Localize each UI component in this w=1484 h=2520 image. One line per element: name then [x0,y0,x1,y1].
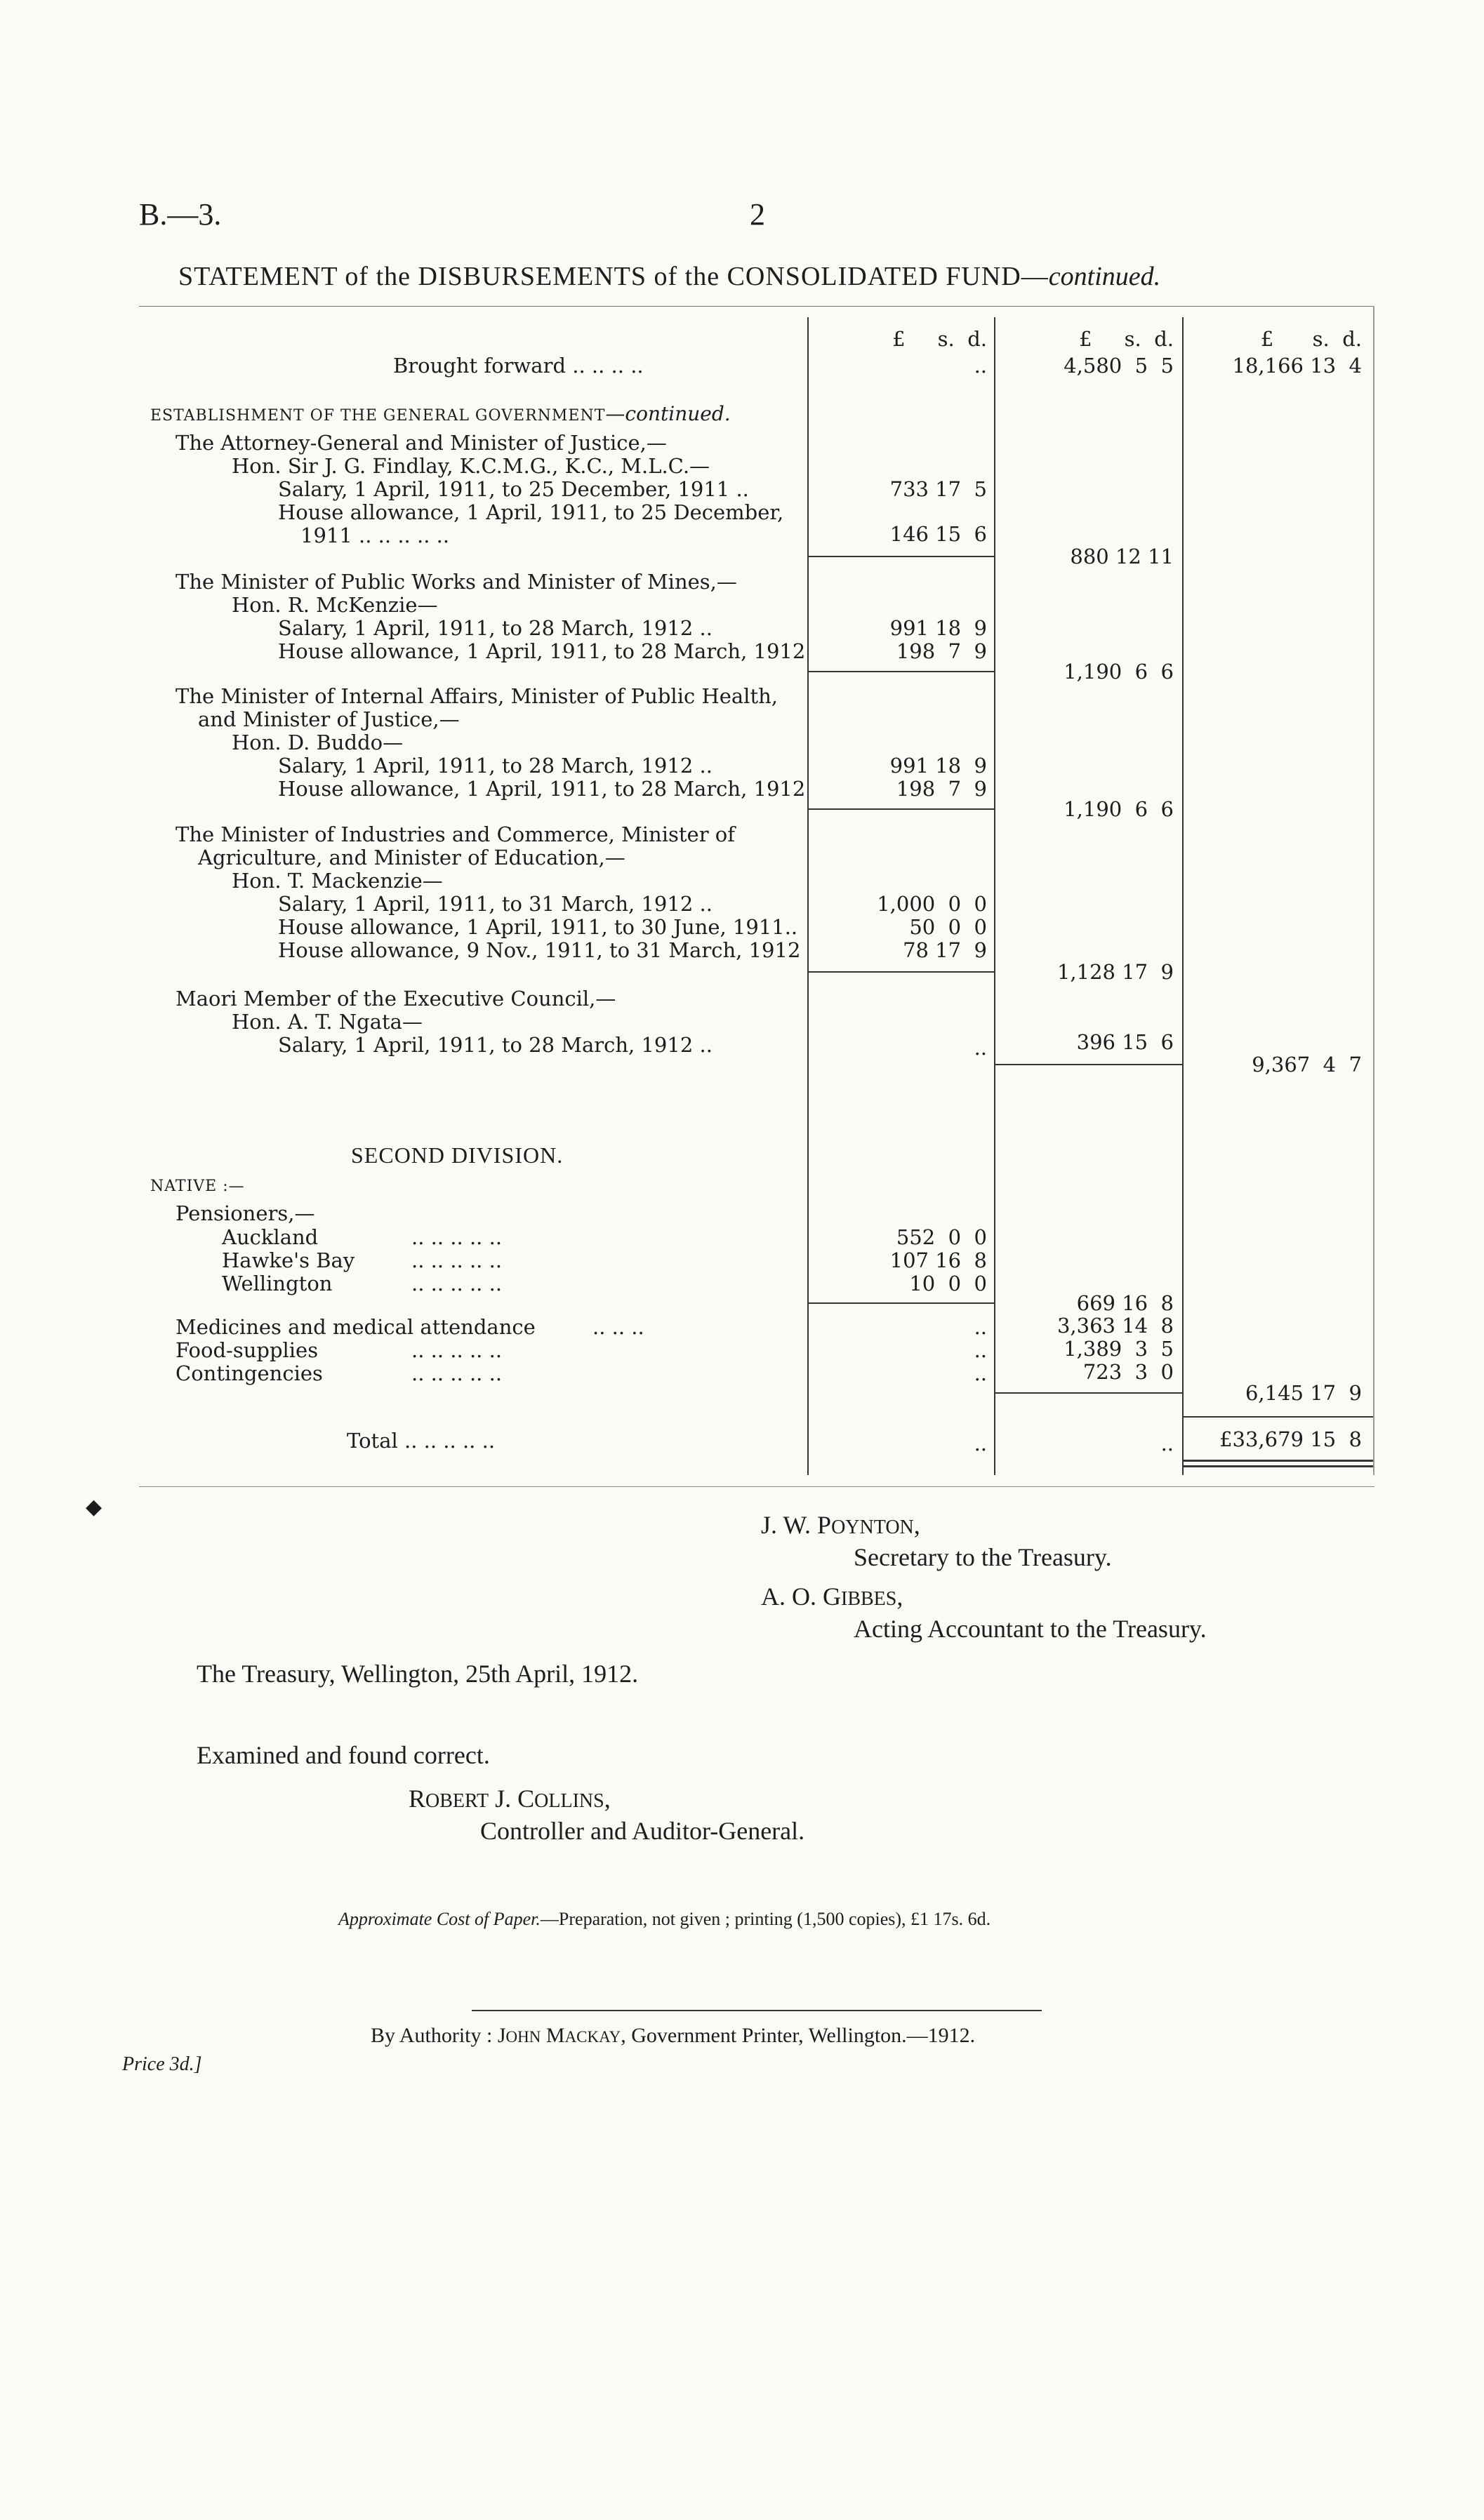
authority-rule [472,2010,1042,2011]
subtotal-rule [807,556,994,557]
minister-title-line: The Minister of Internal Affairs, Minister of Public Health, [175,684,779,708]
second-division-heading: SECOND DIVISION. [351,1142,564,1168]
minister-title-line: Agriculture, and Minister of Education,— [198,846,625,869]
minister-total: 1,190 6 6 [1064,797,1174,821]
subtotal-rule [807,808,994,810]
grand-total-top-rule [1182,1416,1373,1418]
section-one-total: 9,367 4 7 [1252,1053,1362,1076]
item-amount: 991 18 9 [889,754,987,778]
column-divider-right [1373,306,1374,1475]
auditor-name: ROBERT J. COLLINS, [409,1785,611,1813]
leader-dots: .. .. .. .. .. [411,1338,503,1362]
item-amount: 1,000 0 0 [877,892,987,916]
item-label: House allowance, 1 April, 1911, to 28 March, 1912 [278,639,806,663]
examined-statement: Examined and found correct. [197,1741,490,1769]
document-reference: B.—3. [139,197,222,232]
signatory-name: J. W. POYNTON, [761,1511,920,1539]
subtotal-rule [807,971,994,973]
brought-forward-col1: .. [974,354,987,378]
leader-dots: .. .. .. .. .. [411,1272,503,1295]
section-heading-establishment: ESTABLISHMENT OF THE GENERAL GOVERNMENT—continued. [150,402,731,425]
leader-dots: .. .. .. .. .. [411,1225,503,1249]
grand-total-amount: £33,679 15 8 [1219,1427,1362,1451]
subtotal-rule [807,1302,994,1304]
pensioner-amount: 107 16 8 [889,1248,987,1272]
item-amount: 50 0 0 [909,915,987,939]
leader-dots: .. .. .. .. .. [411,1361,503,1385]
grand-total-col1: .. [974,1432,987,1455]
minister-name: Hon. R. McKenzie— [232,593,438,617]
page-number: 2 [750,197,765,232]
pensioner-region-label: Wellington [222,1272,333,1295]
unit-header-col1: £ s. d. [892,327,987,351]
price-note: Price 3d.] [122,2053,202,2075]
native-heading: NATIVE :— [150,1178,245,1195]
printer-authority-line: By Authority : JOHN MACKAY, Government Printer, Wellington.—1912. [371,2024,976,2047]
section-two-total: 6,145 17 9 [1245,1381,1362,1405]
table-bottom-rule [139,1486,1374,1487]
auditor-title: Controller and Auditor-General. [480,1817,805,1845]
minister-total: 1,128 17 9 [1056,960,1174,984]
minister-total: 1,190 6 6 [1064,660,1174,684]
item-amount: 146 15 6 [889,522,987,546]
column-divider-2 [994,317,995,1475]
column-divider-3 [1182,317,1184,1475]
treasury-date-line: The Treasury, Wellington, 25th April, 1912. [197,1660,639,1688]
item-label: Salary, 1 April, 1911, to 28 March, 1912 .. [278,1033,713,1057]
pensioner-region-label: Hawke's Bay [222,1248,355,1272]
pensioners-heading: Pensioners,— [175,1201,315,1225]
leader-dots: .. .. .. [592,1315,644,1339]
native-item-col1: .. [974,1315,987,1339]
minister-title-line: The Attorney-General and Minister of Justice,— [175,431,667,455]
subtotal-rule [807,671,994,672]
native-item-amount: 723 3 0 [1082,1360,1174,1384]
minister-title-line: and Minister of Justice,— [198,707,460,731]
item-amount: .. [974,1036,987,1060]
native-item-col1: .. [974,1338,987,1362]
item-label: Salary, 1 April, 1911, to 25 December, 1911 .. [278,477,749,501]
item-label: Salary, 1 April, 1911, to 31 March, 1912 .. [278,892,713,916]
native-item-label: Contingencies [175,1361,323,1385]
item-label: House allowance, 1 April, 1911, to 30 June, 1911.. [278,915,798,939]
pensioner-amount: 552 0 0 [896,1225,987,1249]
item-amount: 198 7 9 [896,639,987,663]
pensioner-region-label: Auckland [222,1225,319,1249]
grand-total-col2: .. [1160,1432,1174,1455]
signatory-name: A. O. GIBBES, [761,1582,903,1611]
pensioner-amount: 10 0 0 [909,1272,987,1295]
minister-title-line: Maori Member of the Executive Council,— [175,987,616,1011]
cost-of-paper-note: Approximate Cost of Paper.—Preparation, not given ; printing (1,500 copies), £1 17s. 6d. [338,1909,991,1929]
statement-title-suffix: continued. [1048,262,1161,291]
table-top-rule [139,306,1374,307]
grand-total-double-rule-2 [1182,1465,1373,1467]
native-item-label: Food-supplies [175,1338,319,1362]
subtotal-rule [994,1392,1182,1394]
brought-forward-col3: 18,166 13 4 [1232,354,1362,378]
minister-name: Hon. A. T. Ngata— [232,1010,423,1034]
minister-title-line: The Minister of Industries and Commerce, Minister of [175,822,735,846]
column-divider-1 [807,317,809,1475]
item-amount: 78 17 9 [903,938,987,962]
item-label: House allowance, 1 April, 1911, to 28 March, 1912 [278,777,806,801]
minister-total: 880 12 11 [1070,545,1174,568]
statement-title [178,261,1160,292]
unit-header-col3: £ s. d. [1260,327,1362,351]
item-label-continued: 1911 .. .. .. .. .. [300,524,450,547]
item-amount: 198 7 9 [896,777,987,801]
native-item-amount: 3,363 14 8 [1056,1314,1174,1338]
margin-mark: ◆ [86,1495,102,1519]
grand-total-label: Total .. .. .. .. .. [347,1429,496,1453]
signatory-title: Acting Accountant to the Treasury. [854,1615,1207,1643]
brought-forward-col2: 4,580 5 5 [1064,354,1174,378]
native-item-label: Medicines and medical attendance [175,1315,536,1339]
unit-header-col2: £ s. d. [1079,327,1174,351]
item-label: House allowance, 1 April, 1911, to 25 December, [278,500,784,524]
pensioners-total: 669 16 8 [1076,1291,1174,1315]
leader-dots: .. .. .. .. .. [411,1248,503,1272]
subtotal-rule [994,1064,1182,1065]
grand-total-double-rule-1 [1182,1460,1373,1462]
minister-name: Hon. T. Mackenzie— [232,869,443,893]
minister-name: Hon. D. Buddo— [232,731,404,754]
signatory-title: Secretary to the Treasury. [854,1543,1112,1571]
brought-forward-label: Brought forward .. .. .. .. [393,354,644,378]
native-item-amount: 1,389 3 5 [1064,1337,1174,1361]
item-label: House allowance, 9 Nov., 1911, to 31 March, 1912 [278,938,801,962]
minister-total: 396 15 6 [1076,1030,1174,1054]
item-amount: 991 18 9 [889,616,987,640]
item-amount: 733 17 5 [889,477,987,501]
minister-title-line: The Minister of Public Works and Minister of Mines,— [175,570,737,594]
item-label: Salary, 1 April, 1911, to 28 March, 1912 .. [278,754,713,778]
native-item-col1: .. [974,1361,987,1385]
minister-name: Hon. Sir J. G. Findlay, K.C.M.G., K.C., M.L.C.— [232,454,710,478]
statement-title-main: STATEMENT of the DISBURSEMENTS of the CONSOLIDATED FUND— [178,262,1049,291]
item-label: Salary, 1 April, 1911, to 28 March, 1912 .. [278,616,713,640]
